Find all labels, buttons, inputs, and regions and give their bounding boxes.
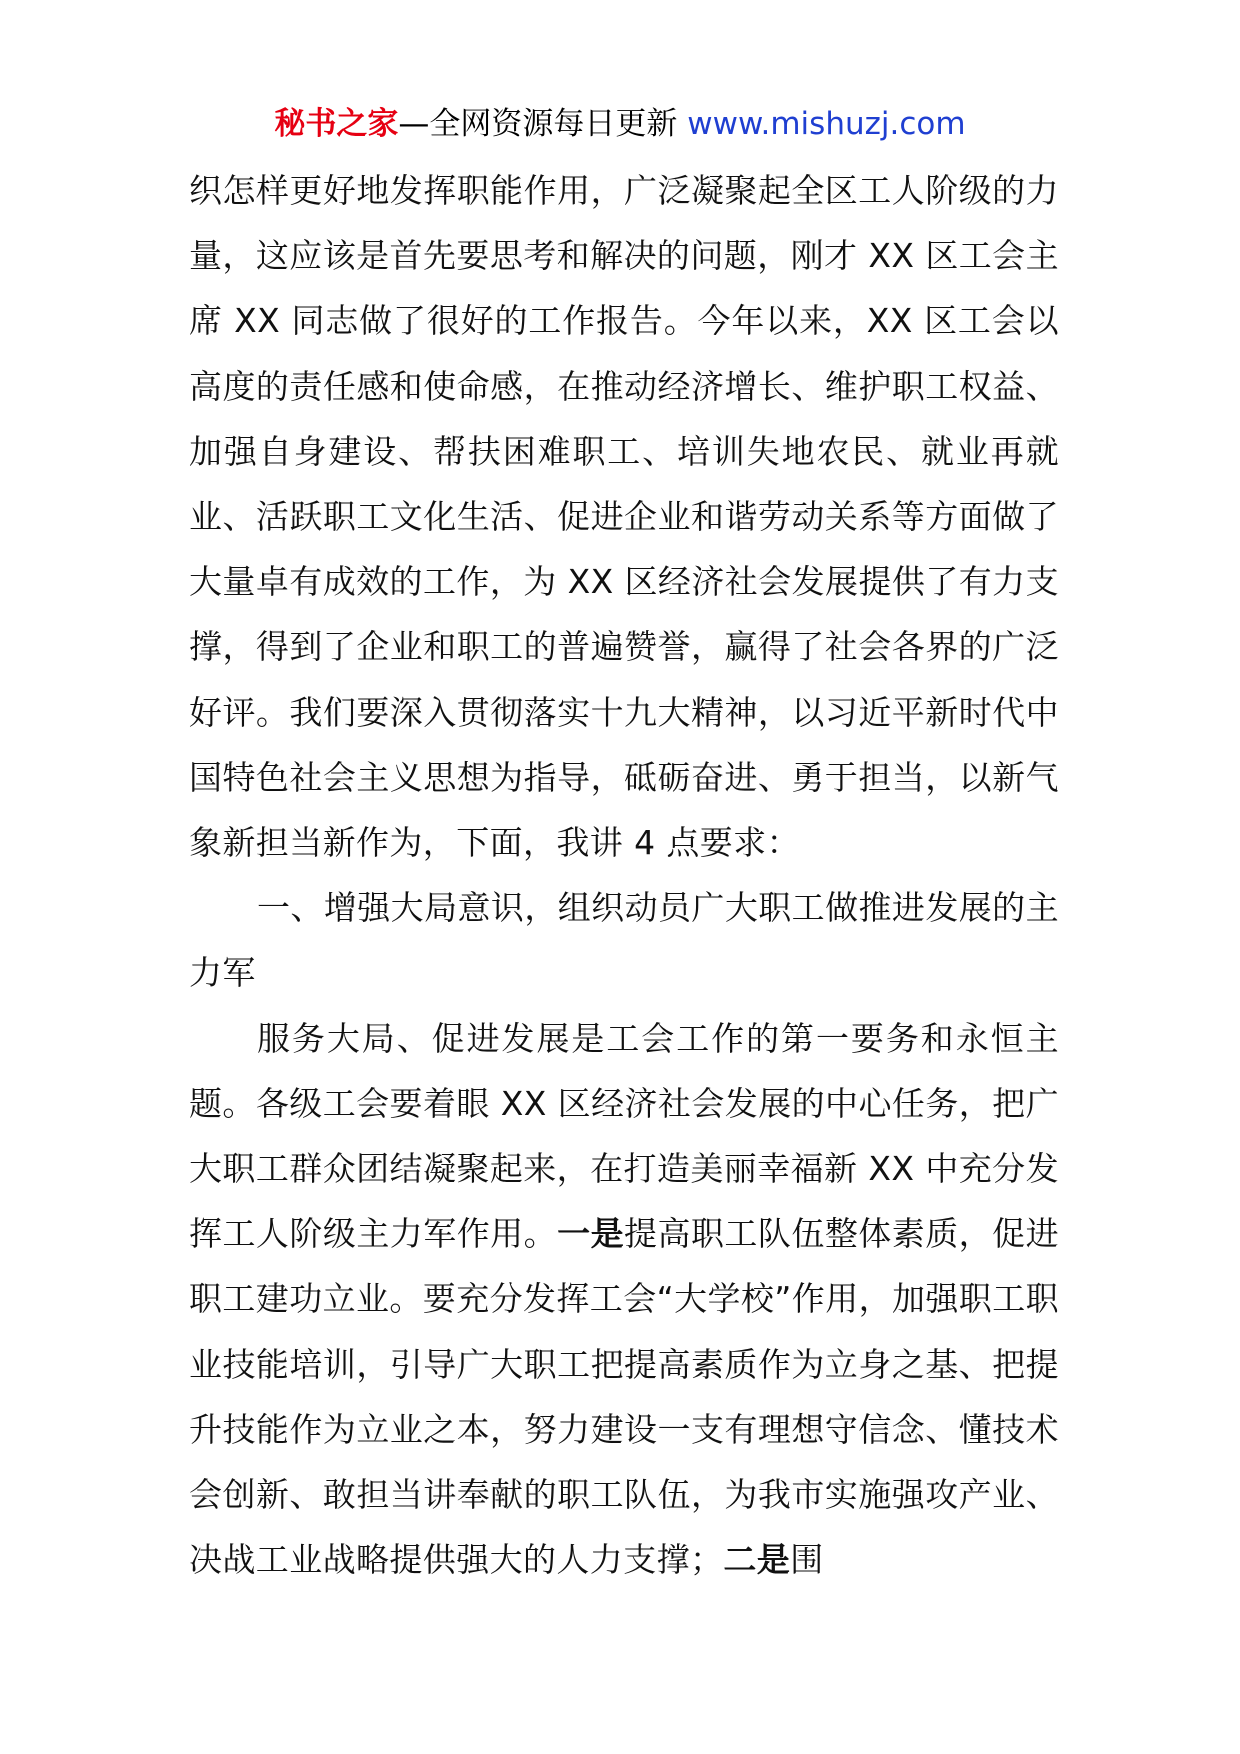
paragraph: 织怎样更好地发挥职能作用，广泛凝聚起全区工人阶级的力量，这应该是首先要思考和解决的问题，刚才 XX 区工会主席 XX 同志做了很好的工作报告。今年以来，XX 区工会以高度的责任感和使命感，在推动经济增长、维护职工权益、加强自身建设、帮扶困难职工、培训失地农民、就业再就业、活跃职工文化生活、促进企业和谐劳动关系等方面做了大量卓有成效的工作，为 XX 区经济社会发展提供了有力支撑，得到了企业和职工的普遍赞誉，赢得了社会各界的广泛好评。我们要深入贯彻落实十九大精神，以习近平新时代中国特色社会主义思想为指导，砥砺奋进、勇于担当，以新气象新担当新作为，下面，我讲 4 点要求： [189,171,1059,863]
website-link[interactable]: www.mishuzj.com [687,106,966,142]
paragraph-text: 服务大局、促进发展是工会工作的第一要务和永恒主题。各级工会要着眼 XX 区经济社会发展的中心任务，把广大职工群众团结凝聚起来，在打造美丽幸福新 XX 中充分发挥工人阶级主力军作用。 [189,1018,1059,1254]
section-heading: 一、增强大局意识，组织动员广大职工做推进发展的主力军 [189,888,1059,993]
paragraph-text: 提高职工队伍整体素质，促进职工建功立业。要充分发挥工会“大学校”作用，加强职工职业技能培训，引导广大职工把提高素质作为立身之基、把提升技能作为立业之本，努力建设一支有理想守信念、懂技术会创新、敢担当讲奉献的职工队伍，为我市实施强攻产业、决战工业战略提供强大的人力支撑； [189,1214,1060,1580]
document-body [189,158,1059,1592]
point-marker: 一是 [557,1214,625,1254]
point-marker: 二是 [723,1540,791,1580]
brand-name: 秘书之家 [274,106,399,142]
header-tagline: —全网资源每日更新 [398,106,678,142]
page-header [0,102,1240,146]
paragraph-text: 围 [790,1540,824,1580]
paragraph [189,1006,1059,1593]
